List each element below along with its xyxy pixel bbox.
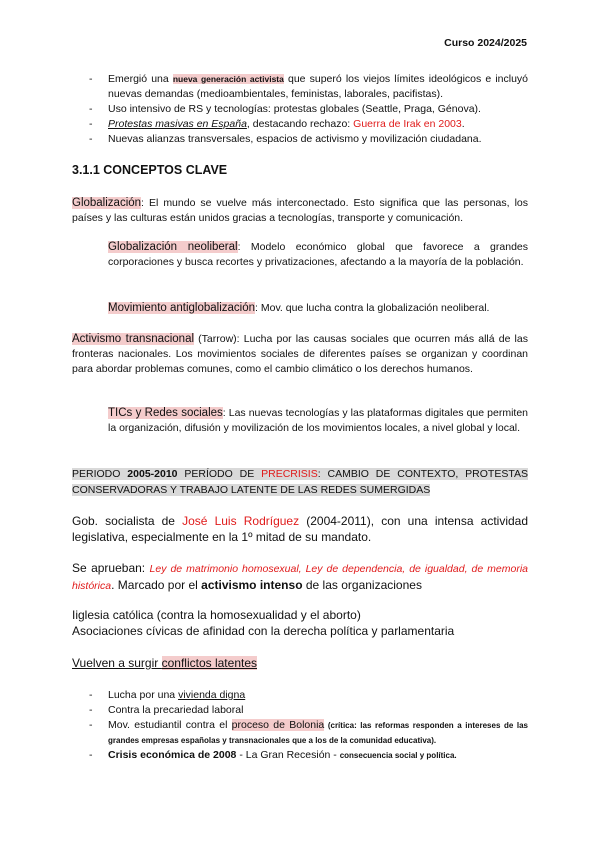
concept-activismo: Activismo transnacional (Tarrow): Lucha por las causas sociales que ocurren más allá de las fronteras nacionales. Los movimientos sociales de diferentes países se organizan y coordinan para abordar problemas comunes, como el cambio climático o los derechos humanos.	[72, 333, 528, 375]
intro-list	[72, 72, 528, 147]
gob-paragraph: Gob. socialista de José Luis Rodríguez (2004-2011), con una intensa actividad legislativa, especialmente en la 1º mitad de su mandato.	[72, 514, 529, 544]
concept-neoliberal: Globalización neoliberal: Modelo económico global que favorece a grandes corporaciones y busca recortes y privatizaciones, afectando a la mayoría de la población.	[108, 241, 528, 268]
list-item: - Emergió una nueva generación activista que superó los viejos límites ideológicos e incluyó nuevas demandas (medioambientales, feministas, laborales, pacifistas).	[72, 72, 528, 102]
list-item: - Nuevas alianzas transversales, espacios de activismo y movilización ciudadana.	[72, 132, 528, 147]
aprueban-paragraph: Se aprueban: Ley de matrimonio homosexual, Ley de dependencia, de igualdad, de memoria histórica. Marcado por el activismo intenso de las organizaciones	[72, 561, 528, 592]
concept-globalizacion: Globalización: El mundo se vuelve más interconectado. Esto significa que las personas, los países y las culturas están unidos gracias a tecnologías, transporte y comunicación.	[72, 197, 528, 224]
list-item: - Crisis económica de 2008 - La Gran Recesión - consecuencia social y política.	[72, 748, 528, 763]
concept-tics: TICs y Redes sociales: Las nuevas tecnologías y las plataformas digitales que permiten la organización, difusión y movilización de los movimientos locales, a nivel global y local.	[108, 407, 528, 434]
final-list	[72, 688, 528, 763]
list-item: - Contra la precariedad laboral	[72, 703, 528, 718]
conflicts-heading: Vuelven a surgir conflictos latentes	[72, 656, 257, 670]
list-item: - Lucha por una vivienda digna	[72, 688, 528, 703]
iglesia-paragraph: Iiglesia católica (contra la homosexualidad y el aborto) Asociaciones cívicas de afinidad con la derecha política y parlamentaria	[72, 608, 455, 638]
course-header: Curso 2024/2025	[444, 37, 527, 49]
concept-antiglobalizacion: Movimiento antiglobalización: Mov. que lucha contra la globalización neoliberal.	[108, 302, 490, 314]
list-item: - Uso intensivo de RS y tecnologías: protestas globales (Seattle, Praga, Génova).	[72, 102, 528, 117]
section-title: 3.1.1 CONCEPTOS CLAVE	[72, 163, 228, 177]
list-item: - Protestas masivas en España, destacando rechazo: Guerra de Irak en 2003.	[72, 117, 528, 132]
list-item: - Mov. estudiantil contra el proceso de Bolonia (crítica: las reformas responden a intereses de las grandes empresas españolas y transnacionales que a los de la comunidad educativa).	[72, 718, 528, 748]
period-heading: PERIODO 2005-2010 PERÍODO DE PRECRISIS: CAMBIO DE CONTEXTO, PROTESTAS CONSERVADORAS Y TRABAJO LATENTE DE LAS REDES SUMERGIDAS	[72, 468, 528, 496]
